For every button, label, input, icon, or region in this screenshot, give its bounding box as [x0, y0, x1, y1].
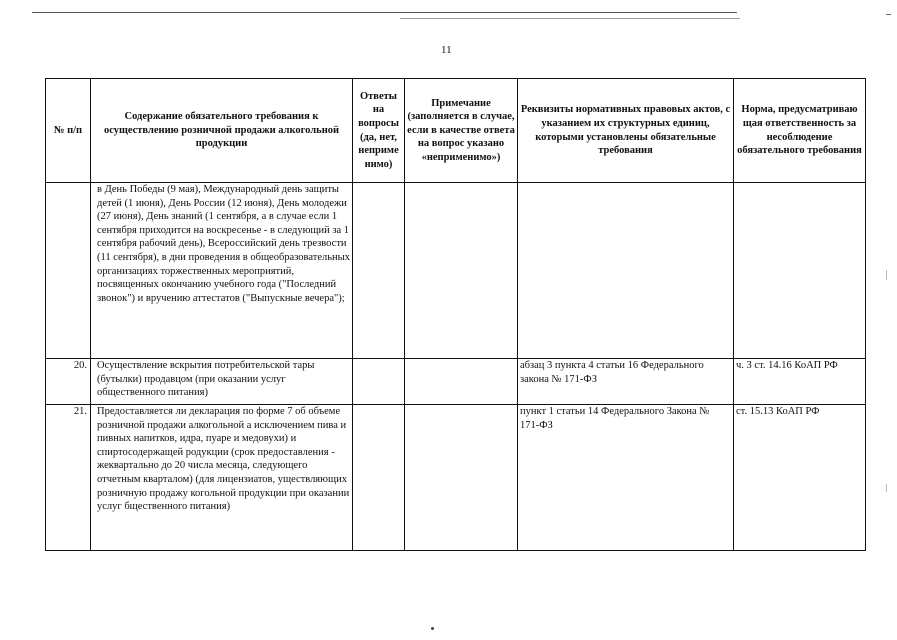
page-number: 11 [441, 44, 452, 56]
edge-mark [886, 270, 887, 280]
header-note: Примечание (заполняется в случае, если в качестве ответа на вопрос указано «неприменимо») [405, 79, 518, 183]
row-answer[interactable] [353, 359, 405, 405]
row-note[interactable] [405, 359, 518, 405]
row-content: Осуществление вскрытия потребительской тары (бутылки) продавцом (при оказании услуг общественного питания) [91, 359, 353, 405]
header-norm: Норма, предусматриваю щая ответственность за несоблюдение обязательного требования [734, 79, 866, 183]
requirements-table [45, 78, 866, 551]
margin-mark [886, 14, 891, 15]
top-rule-secondary [400, 18, 740, 19]
edge-mark [886, 484, 887, 492]
table-row [46, 359, 866, 405]
row-norm [734, 183, 866, 359]
row-norm: ст. 15.13 КоАП РФ [734, 405, 866, 551]
header-num: № п/п [46, 79, 91, 183]
row-norm: ч. 3 ст. 14.16 КоАП РФ [734, 359, 866, 405]
row-num [46, 183, 91, 359]
header-answers: Ответы на вопросы (да, нет, неприме нимо) [353, 79, 405, 183]
row-answer[interactable] [353, 183, 405, 359]
top-rule [32, 12, 737, 13]
row-note[interactable] [405, 405, 518, 551]
row-content: Предоставляется ли декларация по форме 7 об объеме розничной продажи алкогольной а исключением пива и пивных напитков, идра, пуаре и медовухи) и спиртосодержащей родукции (срок предоставления - жеквартально до 20 числа месяца, следующего отчетным кварталом) (для лицензиатов, уществляющих розничную продажу когольной продукции при оказании услуг бщественного питания) [91, 405, 353, 551]
row-note[interactable] [405, 183, 518, 359]
table-header-row [46, 79, 866, 183]
table-row [46, 183, 866, 359]
bottom-mark [431, 627, 434, 630]
row-num: 21. [46, 405, 91, 551]
row-requisites: пункт 1 статьи 14 Федерального Закона № 171-ФЗ [518, 405, 734, 551]
header-requisites: Реквизиты нормативных правовых актов, с указанием их структурных единиц, которыми установлены обязательные требования [518, 79, 734, 183]
row-content: в День Победы (9 мая), Международный день защиты детей (1 июня), День России (12 июня), День молодежи (27 июня), День знаний (1 сентября, а в случае если 1 сентября приходится на воскресенье - в следующий за 1 сентября рабочий день), Всероссийский день трезвости (11 сентября), в дни проведения в общеобразовательных организациях торжественных мероприятий, посвященных окончанию учебного года ("Последний звонок") и вручению аттестатов ("Выпускные вечера"); [91, 183, 353, 359]
row-requisites [518, 183, 734, 359]
row-answer[interactable] [353, 405, 405, 551]
row-requisites: абзац 3 пункта 4 статьи 16 Федерального закона № 171-ФЗ [518, 359, 734, 405]
header-content: Содержание обязательного требования к осуществлению розничной продажи алкогольной продукции [91, 79, 353, 183]
table-row [46, 405, 866, 551]
row-num: 20. [46, 359, 91, 405]
